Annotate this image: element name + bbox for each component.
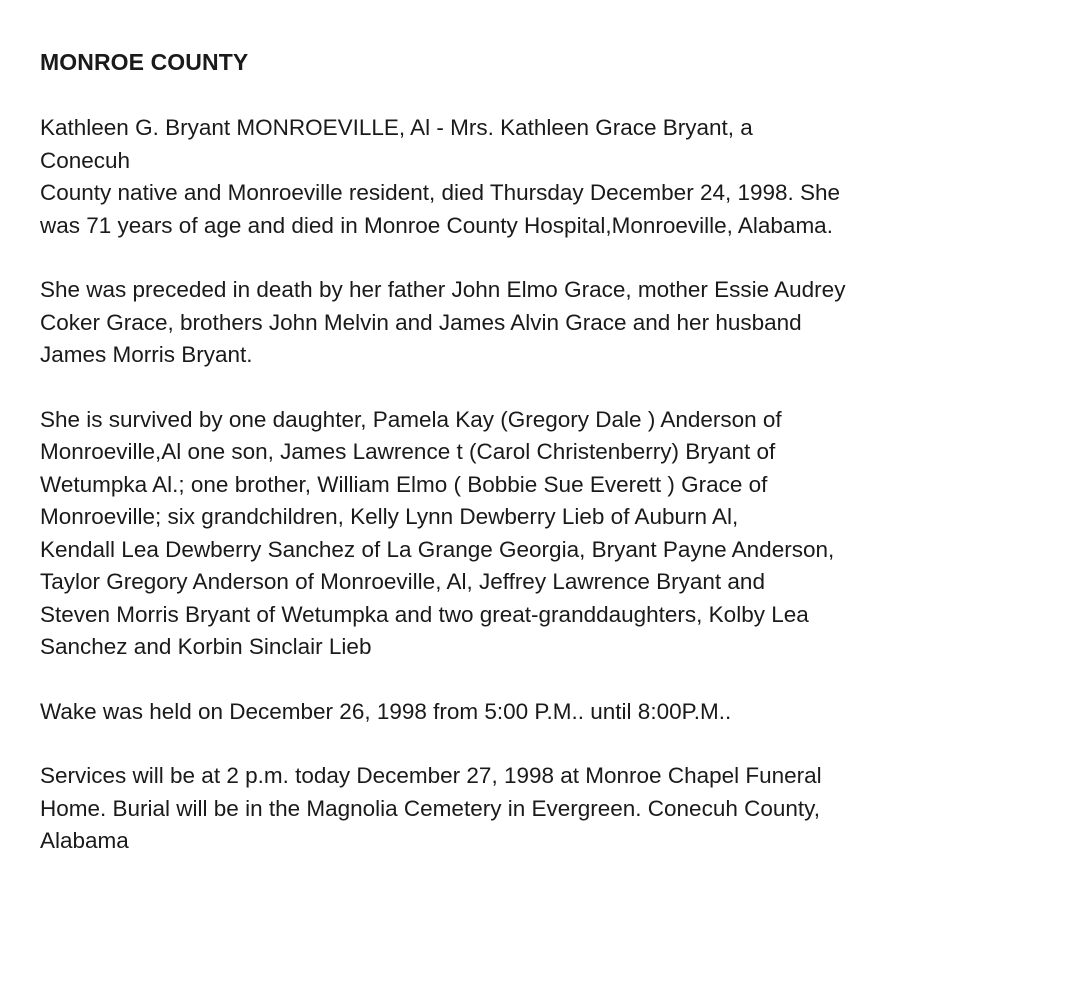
text-line: James Morris Bryant.: [40, 342, 253, 367]
text-line: Sanchez and Korbin Sinclair Lieb: [40, 634, 372, 659]
text-line: Services will be at 2 p.m. today December 27, 1998 at Monroe Chapel Funeral: [40, 763, 822, 788]
text-line: Steven Morris Bryant of Wetumpka and two great-granddaughters, Kolby Lea: [40, 601, 809, 627]
text-line: Kendall Lea Dewberry Sanchez of La Grange Georgia, Bryant Payne Anderson,: [40, 536, 835, 562]
paragraph-death-notice: [40, 112, 1027, 242]
paragraph-services: [40, 760, 1027, 858]
text-line: was 71 years of age and died in Monroe County Hospital,Monroeville, Alabama.: [40, 212, 833, 238]
text-line: Kathleen G. Bryant MONROEVILLE, Al - Mrs. Kathleen Grace Bryant, a: [40, 115, 753, 140]
text-line: Wetumpka Al.; one brother, William Elmo ( Bobbie Sue Everett ) Grace of: [40, 471, 768, 497]
text-line: Monroeville; six grandchildren, Kelly Lynn Dewberry Lieb of Auburn Al,: [40, 504, 739, 529]
text-line: She was preceded in death by her father John Elmo Grace, mother Essie Audrey: [40, 277, 846, 302]
text-line: Taylor Gregory Anderson of Monroeville, Al, Jeffrey Lawrence Bryant and: [40, 569, 765, 594]
text-line: Coker Grace, brothers John Melvin and James Alvin Grace and her husband: [40, 309, 802, 335]
text-line: She is survived by one daughter, Pamela Kay (Gregory Dale ) Anderson of: [40, 406, 782, 432]
text-line: Home. Burial will be in the Magnolia Cemetery in Evergreen. Conecuh County,: [40, 795, 820, 821]
text-line: Monroeville,Al one son, James Lawrence t (Carol Christenberry) Bryant of: [40, 439, 776, 464]
document-heading: MONROE COUNTY: [40, 49, 249, 75]
paragraph-wake: [40, 696, 1027, 729]
text-line: Alabama: [40, 828, 129, 853]
text-line: Conecuh: [40, 147, 131, 173]
text-line: County native and Monroeville resident, died Thursday December 24, 1998. She: [40, 180, 841, 205]
paragraph-survived-by: [40, 404, 1027, 664]
text-line: Wake was held on December 26, 1998 from 5:00 P.M.. until 8:00P.M..: [40, 698, 732, 724]
paragraph-preceded-in-death: [40, 274, 1027, 372]
